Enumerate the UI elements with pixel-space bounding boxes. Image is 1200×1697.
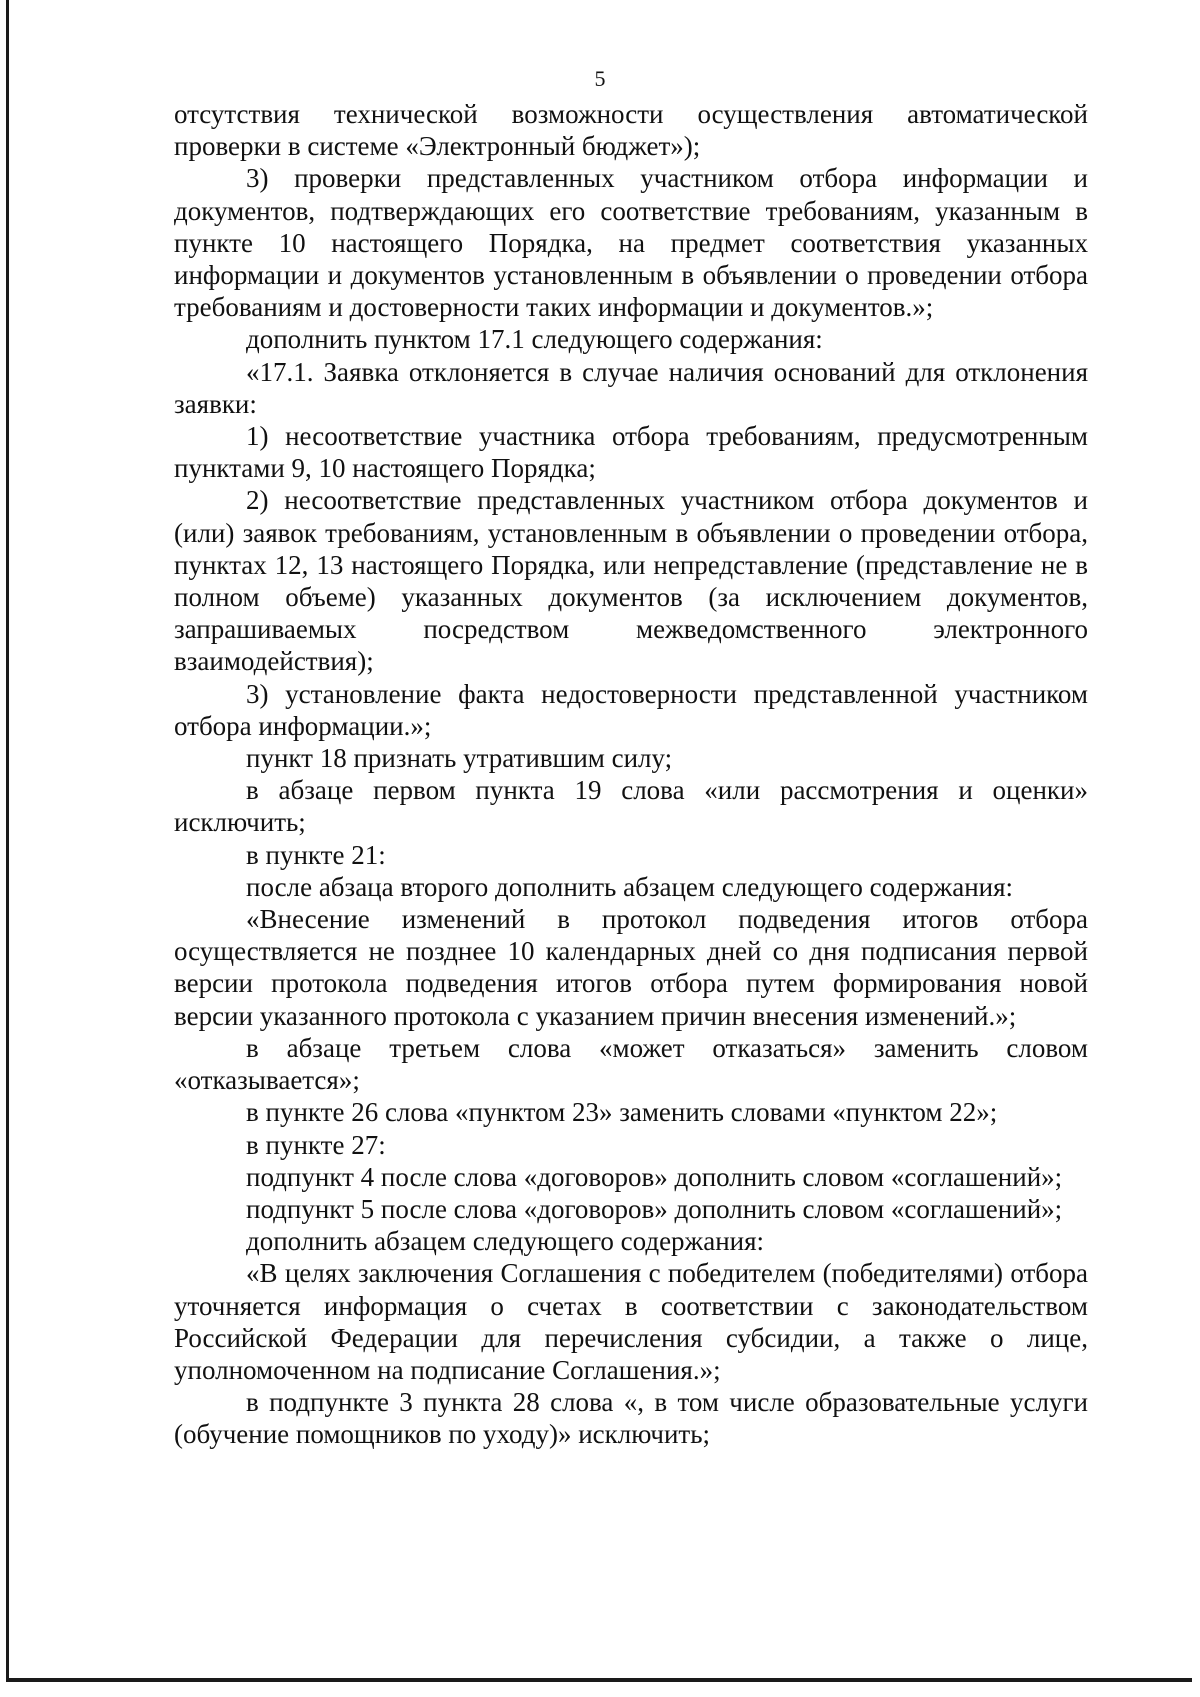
paragraph: подпункт 5 после слова «договоров» дополнить словом «соглашений»; [246, 1193, 1063, 1224]
paragraph: 1) несоответствие участника отбора требованиям, предусмотренным пунктами 9, 10 настоящего Порядка; [174, 421, 1088, 484]
page-number: 5 [594, 66, 606, 91]
paragraph: в абзаце первом пункта 19 слова «или рассмотрения и оценки» исключить; [174, 775, 1088, 838]
paragraph: дополнить абзацем следующего содержания: [246, 1226, 765, 1257]
paragraph: в абзаце третьем слова «может отказаться» заменить словом «отказывается»; [174, 1032, 1088, 1096]
paragraph: 3) проверки представленных участником отбора информации и документов, подтверждающих его соответствие требованиям, указанным в пункте 10 настоящего Порядка, на предмет соответствия указанных информации и документов установленным в объявлении о проведении отбора требованиям и достоверности таких информации и документов.»; [174, 163, 1088, 323]
paragraph: 3) установление факта недостоверности представленной участником отбора информации.»; [174, 678, 1088, 741]
paragraph: «17.1. Заявка отклоняется в случае наличия оснований для отклонения заявки: [174, 356, 1088, 419]
paragraph: «Внесение изменений в протокол подведения итогов отбора осуществляется не позднее 10 календарных дней со дня подписания первой версии протокола подведения итогов отбора путем формирования новой версии указанного протокола с указанием причин внесения изменений.»; [174, 904, 1088, 1031]
scan-frame-bottom-border [6, 1678, 1192, 1682]
paragraph: дополнить пунктом 17.1 следующего содержания: [246, 324, 823, 355]
paragraph: в пункте 21: [246, 839, 386, 870]
document-body [174, 98, 1088, 1451]
paragraph: в пункте 27: [246, 1129, 386, 1160]
paragraph-continuation: отсутствия технической возможности осуществления автоматической проверки в системе «Электронный бюджет»); [174, 99, 1088, 162]
paragraph: после абзаца второго дополнить абзацем следующего содержания: [246, 871, 1014, 902]
paragraph: «В целях заключения Соглашения с победителем (победителями) отбора уточняется информация о счетах в соответствии с законодательством Российской Федерации для перечисления субсидии, а также о лице, уполномоченном на подписание Соглашения.»; [174, 1258, 1088, 1385]
paragraph: 2) несоответствие представленных участником отбора документов и (или) заявок требованиям, установленным в объявлении о проведении отбора, пунктах 12, 13 настоящего Порядка, или непредставление (представление не в полном объеме) указанных документов (за исключением документов, запрашиваемых посредством межведомственного электронного взаимодействия); [174, 485, 1088, 677]
paragraph: пункт 18 признать утратившим силу; [246, 743, 673, 774]
paragraph: подпункт 4 после слова «договоров» дополнить словом «соглашений»; [246, 1161, 1063, 1192]
paragraph: в пункте 26 слова «пунктом 23» заменить словами «пунктом 22»; [246, 1097, 998, 1128]
paragraph: в подпункте 3 пункта 28 слова «, в том числе образовательные услуги (обучение помощников по уходу)» исключить; [174, 1387, 1088, 1450]
scan-frame-left-border [6, 0, 9, 1680]
